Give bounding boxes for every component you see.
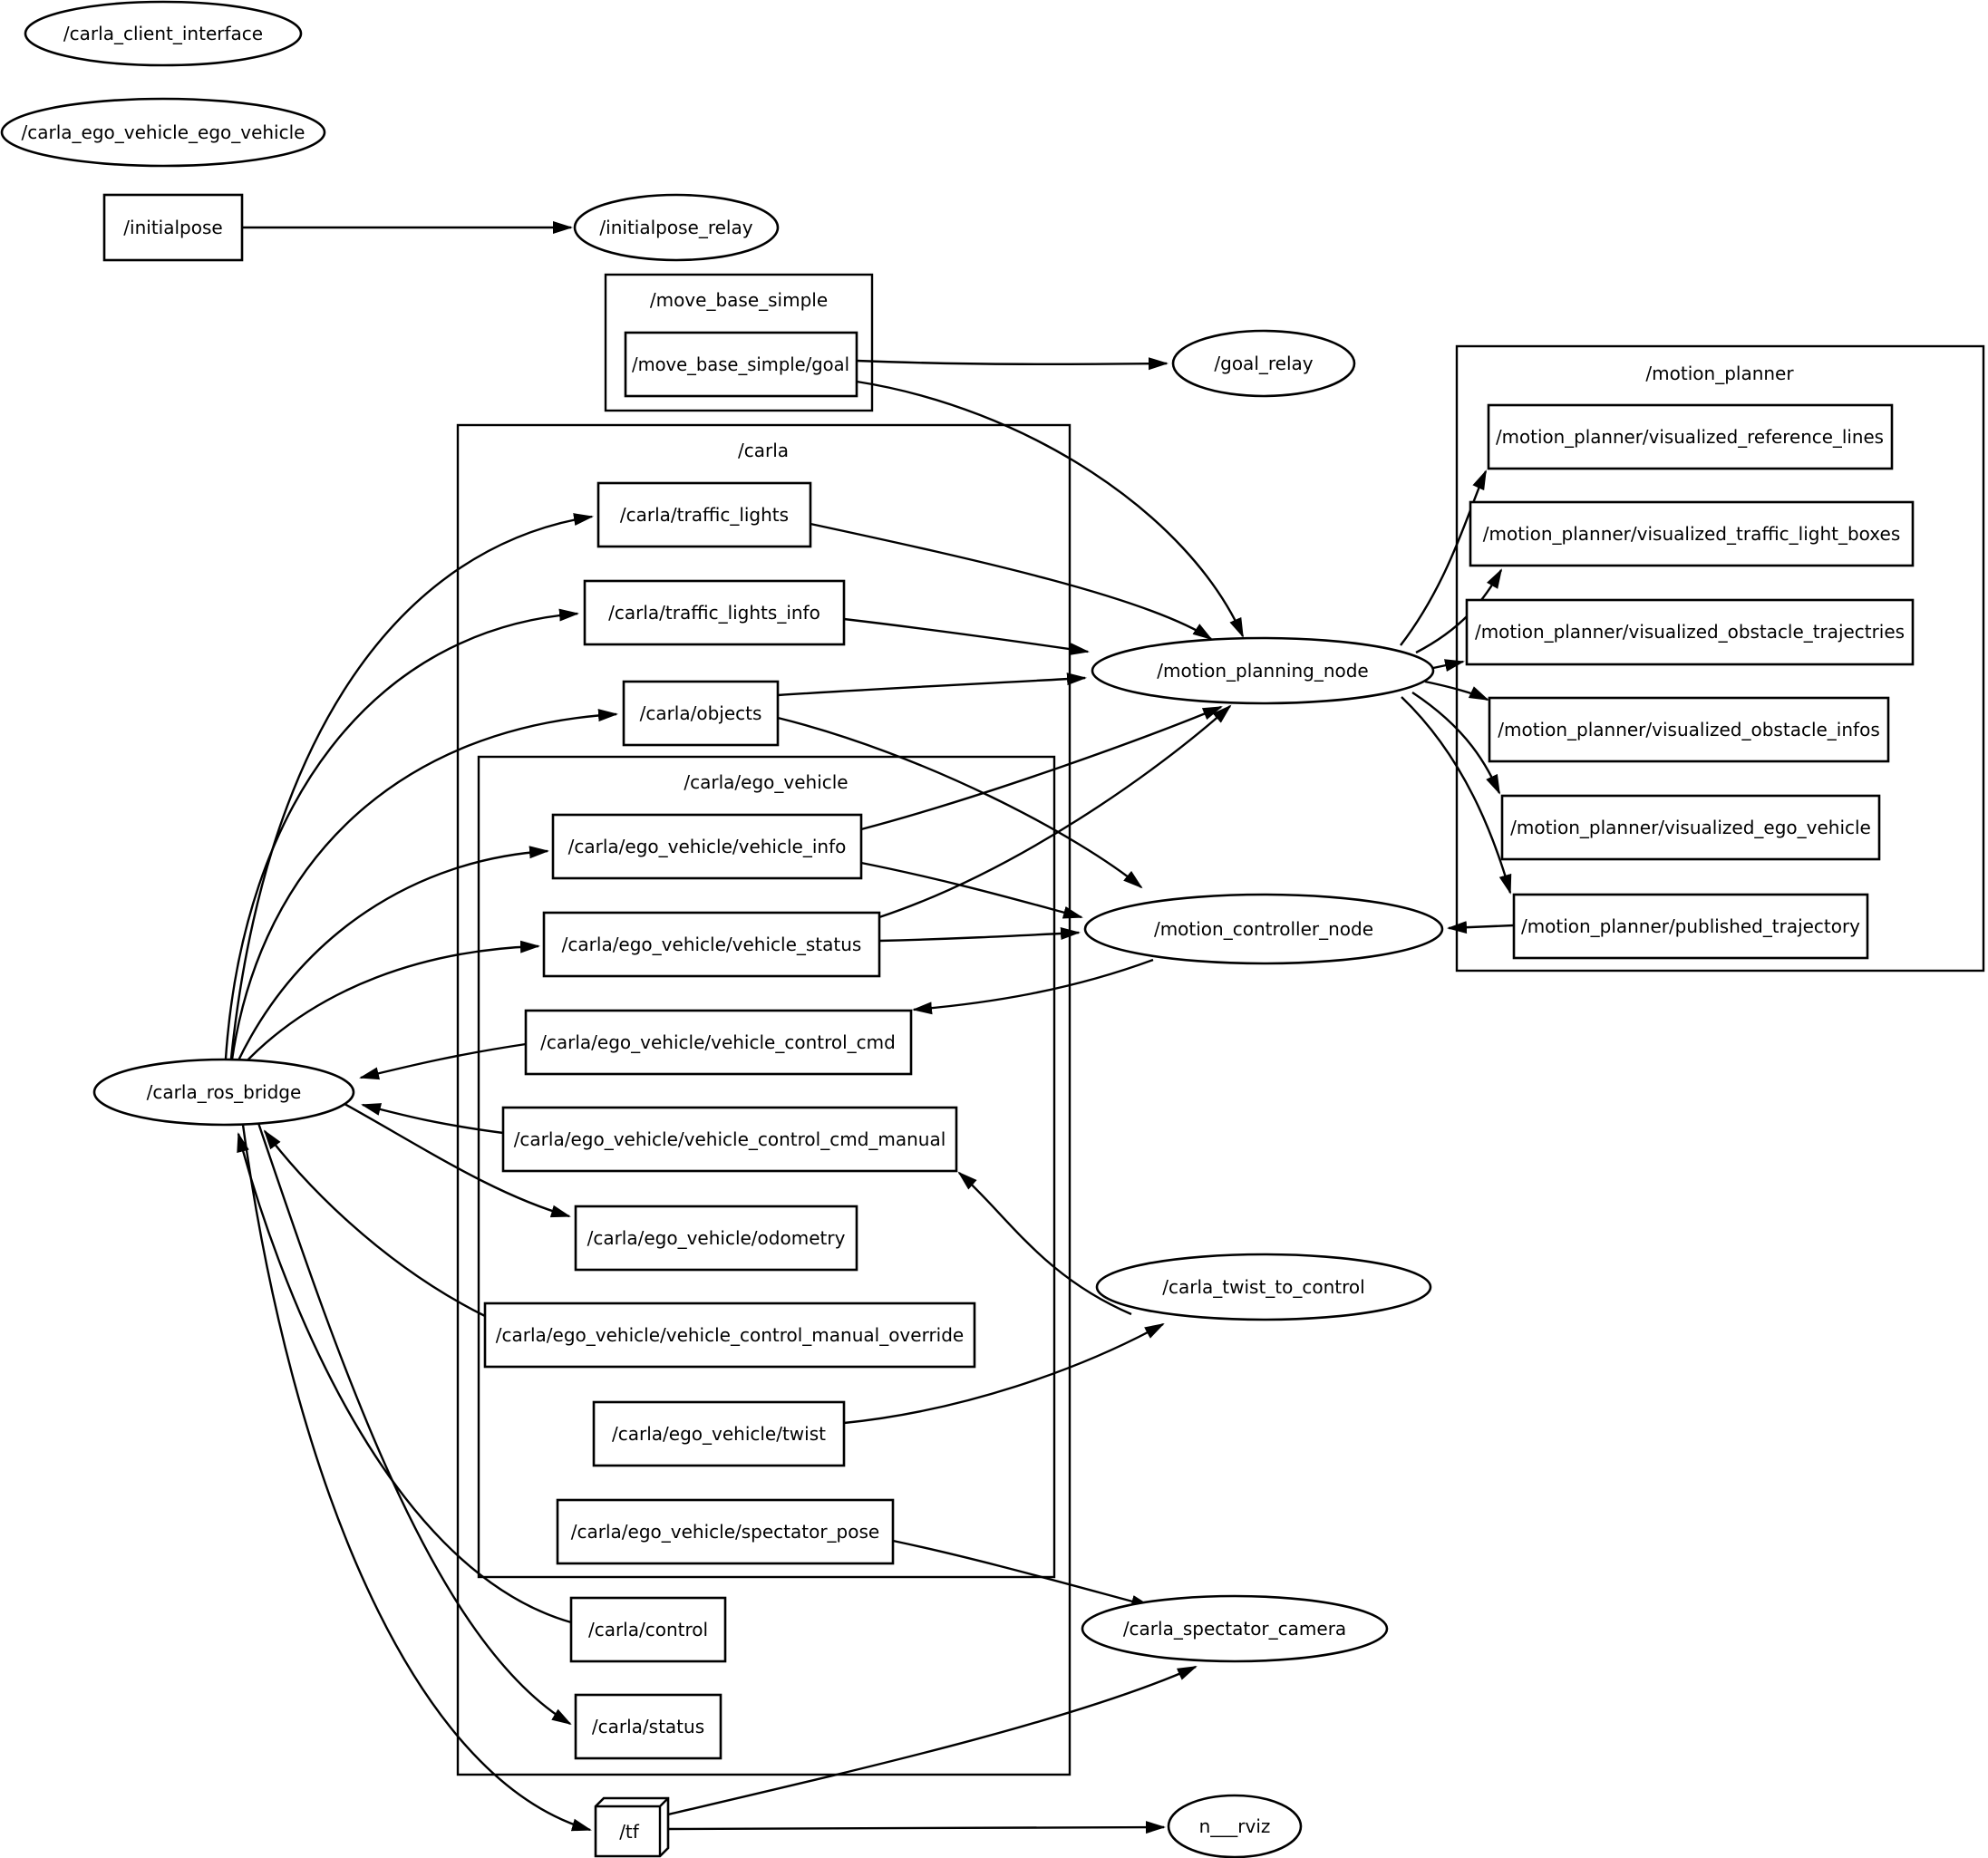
edge-vehicle-status-to-motion-controller-node: [879, 933, 1079, 941]
edge-vehicle-info-to-motion-planning-node: [861, 707, 1221, 829]
node-goal-relay: [1173, 331, 1354, 396]
topic-visualized-reference-lines: [1489, 405, 1892, 469]
topic-initialpose: [104, 195, 242, 260]
edge-vehicle-control-cmd-manual-to-bridge: [363, 1105, 503, 1133]
topic-visualized-ego-vehicle: [1502, 796, 1879, 859]
node-initialpose-relay: [575, 195, 778, 260]
edge-bridge-to-traffic-lights: [231, 517, 592, 1059]
topic-visualized-obstacle-infos-label: /motion_planner/visualized_obstacle_infos: [1498, 719, 1880, 740]
node-carla-ros-bridge: [94, 1060, 354, 1125]
topic-initialpose-label: /initialpose: [123, 217, 223, 238]
edge-bridge-to-traffic-lights-info: [226, 614, 577, 1059]
node-carla-ros-bridge-label: /carla_ros_bridge: [146, 1081, 302, 1103]
topic-vehicle-control-cmd: [526, 1011, 911, 1074]
topic-carla-traffic-lights-info: [585, 581, 844, 644]
edge-tf-to-spectator-camera: [668, 1667, 1196, 1814]
topic-visualized-obstacle-trajectries: [1467, 600, 1913, 664]
edge-motion-controller-node-to-vehicle-control-cmd: [914, 960, 1153, 1010]
node-motion-planning-node-label: /motion_planning_node: [1157, 660, 1369, 682]
edge-objects-to-motion-planning-node: [778, 678, 1085, 695]
topic-twist: [594, 1402, 844, 1466]
edge-control-to-bridge: [238, 1134, 571, 1622]
edge-published-trajectory-to-motion-controller-node: [1449, 925, 1514, 928]
node-goal-relay-label: /goal_relay: [1214, 353, 1314, 374]
topic-visualized-traffic-light-boxes-label: /motion_planner/visualized_traffic_light_boxes: [1482, 523, 1901, 545]
topic-carla-objects-label: /carla/objects: [639, 702, 762, 724]
edge-bridge-to-vehicle-info: [238, 851, 548, 1062]
node-initialpose-relay-label: /initialpose_relay: [599, 217, 753, 238]
node-motion-controller-node: [1085, 895, 1442, 963]
topic-carla-traffic-lights-label: /carla/traffic_lights: [619, 504, 790, 526]
edge-bridge-to-objects: [232, 714, 616, 1060]
topic-carla-status-label: /carla/status: [591, 1716, 705, 1737]
topic-vehicle-control-cmd-manual: [503, 1108, 956, 1171]
node-carla-spectator-camera-label: /carla_spectator_camera: [1122, 1618, 1347, 1640]
node-carla-spectator-camera: [1082, 1596, 1387, 1661]
edge-goal-to-motion-planning-node: [857, 382, 1243, 636]
topic-vehicle-control-cmd-manual-label: /carla/ego_vehicle/vehicle_control_cmd_manual: [513, 1128, 946, 1150]
topic-spectator-pose: [558, 1500, 893, 1563]
edge-motion-planning-node-to-visualized-obstacle-trajectries: [1433, 662, 1463, 668]
edge-override-to-bridge: [265, 1131, 485, 1316]
topic-move-base-simple-goal: [625, 333, 857, 396]
topic-visualized-ego-vehicle-label: /motion_planner/visualized_ego_vehicle: [1510, 817, 1871, 838]
cluster-carla-ego-vehicle-label: /carla/ego_vehicle: [684, 771, 849, 793]
topic-carla-traffic-lights-info-label: /carla/traffic_lights_info: [608, 602, 820, 624]
topic-vehicle-info: [553, 815, 861, 878]
topic-move-base-simple-goal-label: /move_base_simple/goal: [632, 353, 849, 375]
edge-traffic-lights-info-to-motion-planning-node: [844, 619, 1088, 652]
topic-vehicle-control-manual-override-label: /carla/ego_vehicle/vehicle_control_manual_override: [495, 1324, 965, 1346]
topic-carla-traffic-lights: [598, 483, 810, 547]
node-carla-client-interface: [25, 2, 301, 65]
cluster-motion-planner-label: /motion_planner: [1645, 363, 1794, 384]
node-motion-planning-node: [1092, 638, 1433, 703]
edge-spectator-pose-to-spectator-camera: [893, 1541, 1149, 1606]
edge-goal-to-goal-relay: [857, 361, 1167, 364]
node-rviz-label: n___rviz: [1198, 1815, 1271, 1837]
cluster-move-base-simple-label: /move_base_simple: [649, 289, 829, 311]
topic-tf: [596, 1798, 668, 1856]
topic-odometry: [576, 1206, 857, 1270]
topic-visualized-reference-lines-label: /motion_planner/visualized_reference_lines: [1496, 426, 1884, 448]
edge-vehicle-info-to-motion-controller-node: [861, 863, 1081, 917]
topic-vehicle-control-manual-override: [485, 1303, 975, 1367]
node-rviz: [1169, 1795, 1301, 1857]
topic-visualized-obstacle-infos: [1489, 698, 1888, 761]
topic-vehicle-info-label: /carla/ego_vehicle/vehicle_info: [567, 836, 847, 857]
edge-bridge-to-vehicle-status: [242, 946, 538, 1066]
topic-published-trajectory: [1514, 895, 1867, 958]
node-carla-ego-vehicle-ego-vehicle-label: /carla_ego_vehicle_ego_vehicle: [21, 121, 305, 143]
topic-vehicle-status-label: /carla/ego_vehicle/vehicle_status: [561, 934, 862, 955]
edge-tf-to-rviz: [668, 1827, 1164, 1829]
topic-carla-control: [571, 1598, 725, 1661]
node-carla-client-interface-label: /carla_client_interface: [63, 23, 264, 44]
topic-twist-label: /carla/ego_vehicle/twist: [612, 1423, 826, 1445]
topic-odometry-label: /carla/ego_vehicle/odometry: [587, 1227, 846, 1249]
topic-vehicle-status: [544, 913, 879, 976]
edge-vehicle-control-cmd-to-bridge: [361, 1044, 526, 1078]
node-carla-twist-to-control-label: /carla_twist_to_control: [1162, 1276, 1365, 1298]
topic-spectator-pose-label: /carla/ego_vehicle/spectator_pose: [570, 1521, 880, 1543]
cluster-carla-label: /carla: [737, 440, 790, 461]
topic-published-trajectory-label: /motion_planner/published_trajectory: [1521, 915, 1861, 937]
topic-visualized-obstacle-trajectries-label: /motion_planner/visualized_obstacle_trajectries: [1475, 621, 1905, 643]
node-motion-controller-node-label: /motion_controller_node: [1153, 918, 1374, 940]
node-carla-ego-vehicle-ego-vehicle: [2, 99, 325, 166]
topic-carla-objects: [624, 682, 778, 745]
topic-visualized-traffic-light-boxes: [1470, 502, 1913, 566]
topic-carla-status: [576, 1695, 721, 1758]
topic-carla-control-label: /carla/control: [587, 1619, 709, 1640]
node-carla-twist-to-control: [1097, 1254, 1430, 1320]
topic-tf-label: /tf: [619, 1821, 639, 1843]
topic-vehicle-control-cmd-label: /carla/ego_vehicle/vehicle_control_cmd: [540, 1031, 896, 1053]
